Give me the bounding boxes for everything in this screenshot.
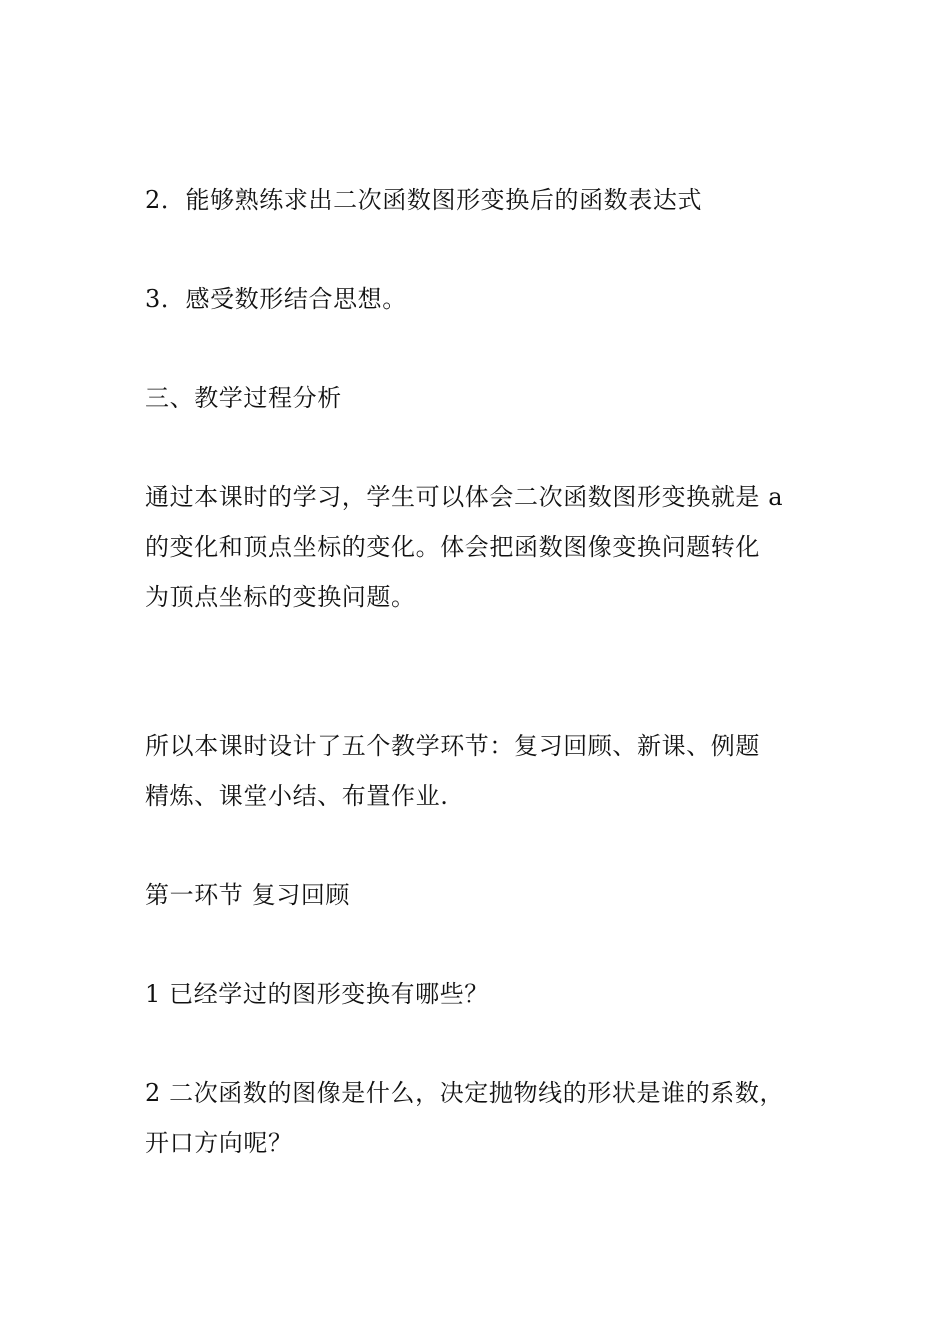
objective-3: 3．感受数形结合思想。 (145, 285, 407, 313)
analysis-line-2: 的变化和顶点坐标的变化。体会把函数图像变换问题转化 (145, 533, 760, 561)
question-2-line-1: 2 二次函数的图像是什么，决定抛物线的形状是谁的系数， (145, 1079, 785, 1107)
step-one-heading: 第一环节 复习回顾 (145, 881, 351, 909)
design-line-1: 所以本课时设计了五个教学环节：复习回顾、新课、例题 (145, 732, 760, 760)
objective-2: 2．能够熟练求出二次函数图形变换后的函数表达式 (145, 186, 703, 214)
analysis-line-1: 通过本课时的学习，学生可以体会二次函数图形变换就是 a (145, 483, 784, 511)
design-line-2: 精炼、课堂小结、布置作业. (145, 782, 449, 810)
analysis-line-3: 为顶点坐标的变换问题。 (145, 583, 416, 611)
section-three-heading: 三、教学过程分析 (145, 384, 342, 412)
question-1: 1 已经学过的图形变换有哪些？ (145, 980, 489, 1008)
question-2-line-2: 开口方向呢？ (145, 1129, 293, 1157)
